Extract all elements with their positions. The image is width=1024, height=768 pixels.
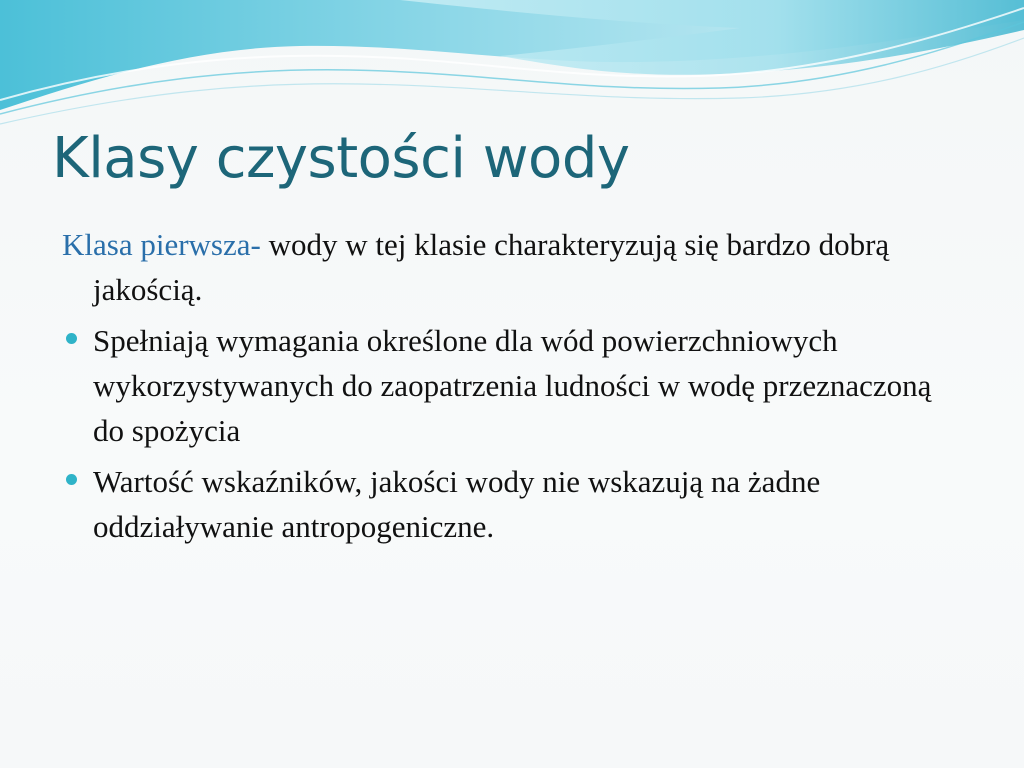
- wave-decoration: [0, 0, 1024, 130]
- intro-lead: Klasa pierwsza-: [62, 227, 261, 262]
- bullet-item: [62, 318, 962, 453]
- slide-title: Klasy czystości wody: [52, 126, 630, 191]
- bullet-text: Wartość wskaźników, jakości wody nie wskazują na żadne oddziaływanie antropogeniczne.: [93, 464, 821, 544]
- intro-text: wody w tej klasie charakteryzują się bardzo dobrą jakością.: [93, 227, 890, 307]
- bullet-item: [62, 459, 962, 549]
- bullet-dot-icon: [66, 474, 77, 485]
- slide-body: [62, 222, 962, 555]
- intro-paragraph: [62, 222, 962, 312]
- bullet-text: Spełniają wymagania określone dla wód powierzchniowych wykorzystywanych do zaopatrzenia ludności w wodę przeznaczoną do spożycia: [93, 323, 932, 448]
- bullet-dot-icon: [66, 333, 77, 344]
